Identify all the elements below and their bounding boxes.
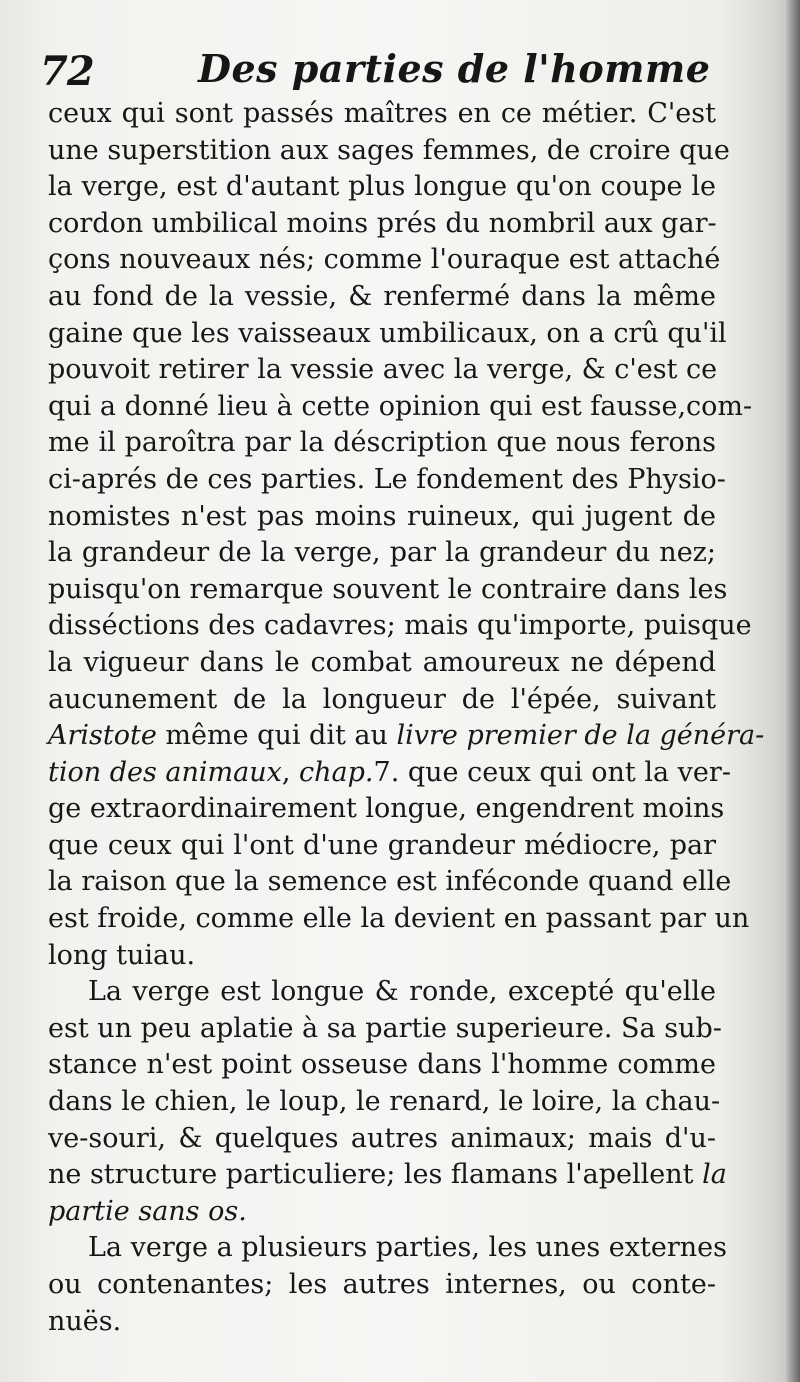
text-segment: ceux qui sont passés maîtres en ce métier. C'est xyxy=(48,98,716,129)
text-line xyxy=(48,279,716,316)
text-segment: me il paroîtra par la déscription que nous ferons xyxy=(48,427,716,459)
text-segment: que ceux qui l'ont d'une grandeur médiocre, par xyxy=(48,829,716,861)
text-line xyxy=(48,608,752,645)
italic-text: Aristote xyxy=(48,720,157,752)
text-segment: long tuiau. xyxy=(48,939,196,971)
text-segment: aucunement de la longueur de l'épée, suivant xyxy=(48,683,716,715)
text-line xyxy=(48,1304,716,1341)
text-line xyxy=(48,1011,722,1048)
text-segment: même qui dit au xyxy=(156,720,397,752)
text-line xyxy=(48,1230,727,1267)
text-segment: ge extraordinairement longue, engendrent moins xyxy=(48,793,725,825)
text-line xyxy=(48,974,716,1011)
text-line xyxy=(48,242,721,279)
text-line xyxy=(48,901,750,938)
running-title: Des parties de l'homme xyxy=(198,46,711,91)
italic-text: chap. xyxy=(299,756,374,788)
text-line xyxy=(48,755,731,792)
page-number: 72 xyxy=(40,48,94,95)
text-segment: la vigueur dans le combat amoureux ne dépend xyxy=(48,646,716,678)
text-line xyxy=(48,1121,716,1158)
text-segment: au fond de la vessie, & renfermé dans la même xyxy=(48,280,716,312)
text-segment: puisqu'on remarque souvent le contraire dans les xyxy=(48,573,728,605)
text-line xyxy=(48,645,716,682)
text-segment: la raison que la semence est inféconde quand elle xyxy=(48,866,732,898)
italic-text: partie sans os. xyxy=(48,1195,247,1227)
text-line xyxy=(48,682,716,719)
text-line xyxy=(48,718,765,755)
text-segment: pouvoit retirer la vessie avec la verge, & c'est ce xyxy=(48,354,718,386)
text-line xyxy=(48,791,725,828)
text-line xyxy=(48,133,730,170)
text-line xyxy=(48,1267,716,1304)
text-line xyxy=(48,1047,716,1084)
text-line xyxy=(48,535,716,572)
italic-text: la xyxy=(702,1159,727,1191)
text-segment: ne structure particuliere; les flamans l'apellent xyxy=(48,1159,703,1191)
body-text xyxy=(48,96,765,1340)
text-segment: est un peu aplatie à sa partie superieure. Sa sub- xyxy=(48,1012,722,1044)
text-segment: qui a donné lieu à cette opinion qui est fausse,com- xyxy=(48,390,753,422)
text-line xyxy=(48,425,716,462)
text-line xyxy=(48,572,728,609)
text-segment: 7. que ceux qui ont la ver- xyxy=(373,756,731,788)
text-line xyxy=(48,864,732,901)
text-segment: nuës. xyxy=(48,1305,122,1337)
text-line xyxy=(48,1084,721,1121)
text-segment: ci-aprés de ces parties. Le fondement des Physio- xyxy=(48,463,726,495)
text-segment: çons nouveaux nés; comme l'ouraque est attaché xyxy=(48,244,721,276)
text-segment: cordon umbilical moins prés du nombril aux gar- xyxy=(48,207,717,239)
text-segment: ve-souri, & quelques autres animaux; mais d'u- xyxy=(48,1122,716,1154)
text-line xyxy=(48,1157,727,1194)
text-line xyxy=(48,938,716,975)
text-line xyxy=(48,462,726,499)
text-segment: La verge a plusieurs parties, les unes externes xyxy=(88,1232,727,1264)
text-line xyxy=(48,389,753,426)
text-line xyxy=(48,206,716,243)
text-segment: La verge est longue & ronde, excepté qu'elle xyxy=(88,976,716,1008)
text-line xyxy=(48,828,716,865)
text-segment: est froide, comme elle la devient en passant par un xyxy=(48,903,750,935)
text-line xyxy=(48,1194,716,1231)
italic-text: tion des animaux xyxy=(48,756,282,788)
text-line xyxy=(48,169,716,206)
text-line xyxy=(48,96,716,133)
text-line xyxy=(48,352,716,389)
text-segment: nomistes n'est pas moins ruineux, qui jugent de xyxy=(48,500,716,532)
text-segment: ou contenantes; les autres internes, ou conte- xyxy=(48,1269,716,1300)
page-header xyxy=(40,44,740,100)
text-line xyxy=(48,499,716,536)
text-segment: , xyxy=(281,756,300,788)
text-segment: gaine que les vaisseaux umbilicaux, on a crû qu'il xyxy=(48,317,727,349)
page-gutter-shadow xyxy=(786,0,800,1382)
text-segment: disséctions des cadavres; mais qu'importe, puisque xyxy=(48,610,752,642)
text-line xyxy=(48,316,727,353)
text-segment: dans le chien, le loup, le renard, le loire, la chau- xyxy=(48,1086,721,1118)
text-segment: la grandeur de la verge, par la grandeur du nez; xyxy=(48,537,716,569)
text-segment: une superstition aux sages femmes, de croire que xyxy=(48,134,730,166)
text-segment: stance n'est point osseuse dans l'homme comme xyxy=(48,1049,716,1081)
italic-text: livre premier de la généra- xyxy=(396,720,765,752)
text-segment: la verge, est d'autant plus longue qu'on coupe le xyxy=(48,171,716,203)
